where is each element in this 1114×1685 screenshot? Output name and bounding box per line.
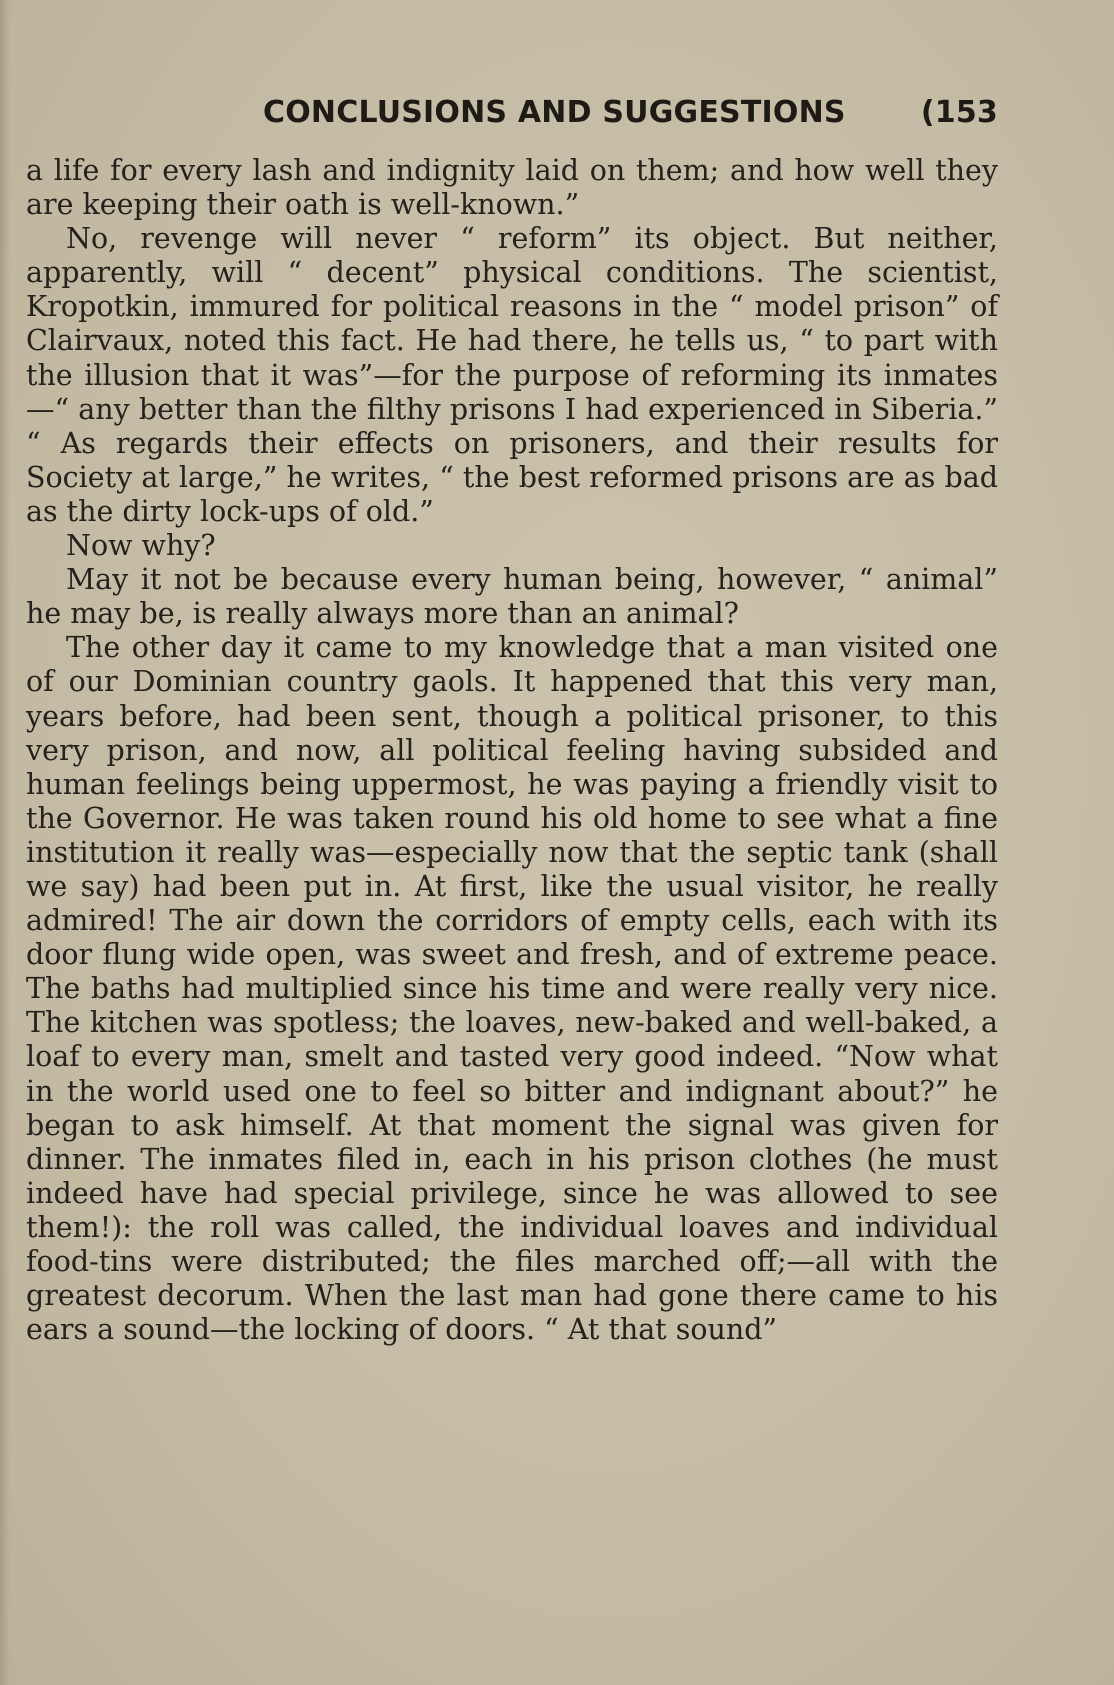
running-head	[263, 91, 998, 135]
page-number: (153	[920, 95, 998, 130]
paragraph: Now why?	[66, 529, 216, 563]
page-edge-shadow	[0, 0, 10, 1685]
paragraph: No, revenge will never “ reform” its object. But neither, apparently, will “ decent” physical conditions. The scientist, Kropotkin, immured for political reasons in the “ model prison” of Clairvaux, noted this fact. He had there, he tells us, “ to part with the illusion that it was”—for the purpose of reforming its inmates—“ any better than the filthy prisons I had experienced in Siberia.” “ As regards their effects on prisoners, and their results for Society at large,” he writes, “ the best reformed prisons are as bad as the dirty lock-ups of old.”	[26, 222, 998, 528]
paragraph: The other day it came to my knowledge that a man visited one of our Dominian country gaols. It happened that this very man, years before, had been sent, though a political prisoner, to this very prison, and now, all political feeling having subsided and human feelings being uppermost, he was paying a friendly visit to the Governor. He was taken round his old home to see what a fine institution it really was—especially now that the septic tank (shall we say) had been put in. At first, like the usual visitor, he really admired! The air down the corridors of empty cells, each with its door flung wide open, was sweet and fresh, and of extreme peace. The baths had multiplied since his time and were really very nice. The kitchen was spotless; the loaves, new-baked and well-baked, a loaf to every man, smelt and tasted very good indeed. “Now what in the world used one to feel so bitter and indignant about?” he began to ask himself. At that moment the signal was given for dinner. The inmates filed in, each in his prison clothes (he must indeed have had special privilege, since he was allowed to see them!): the roll was called, the individual loaves and individual food-tins were distributed; the files marched off;—all with the greatest decorum. When the last man had gone there came to his ears a sound—the locking of doors. “ At that sound”	[26, 631, 998, 1347]
paragraph: May it not be because every human being, however, “ animal” he may be, is really always more than an animal?	[26, 563, 998, 631]
body-text	[26, 154, 998, 1347]
running-title: CONCLUSIONS AND SUGGESTIONS	[263, 95, 846, 130]
paragraph: a life for every lash and indignity laid on them; and how well they are keeping their oath is well-known.”	[26, 154, 998, 222]
